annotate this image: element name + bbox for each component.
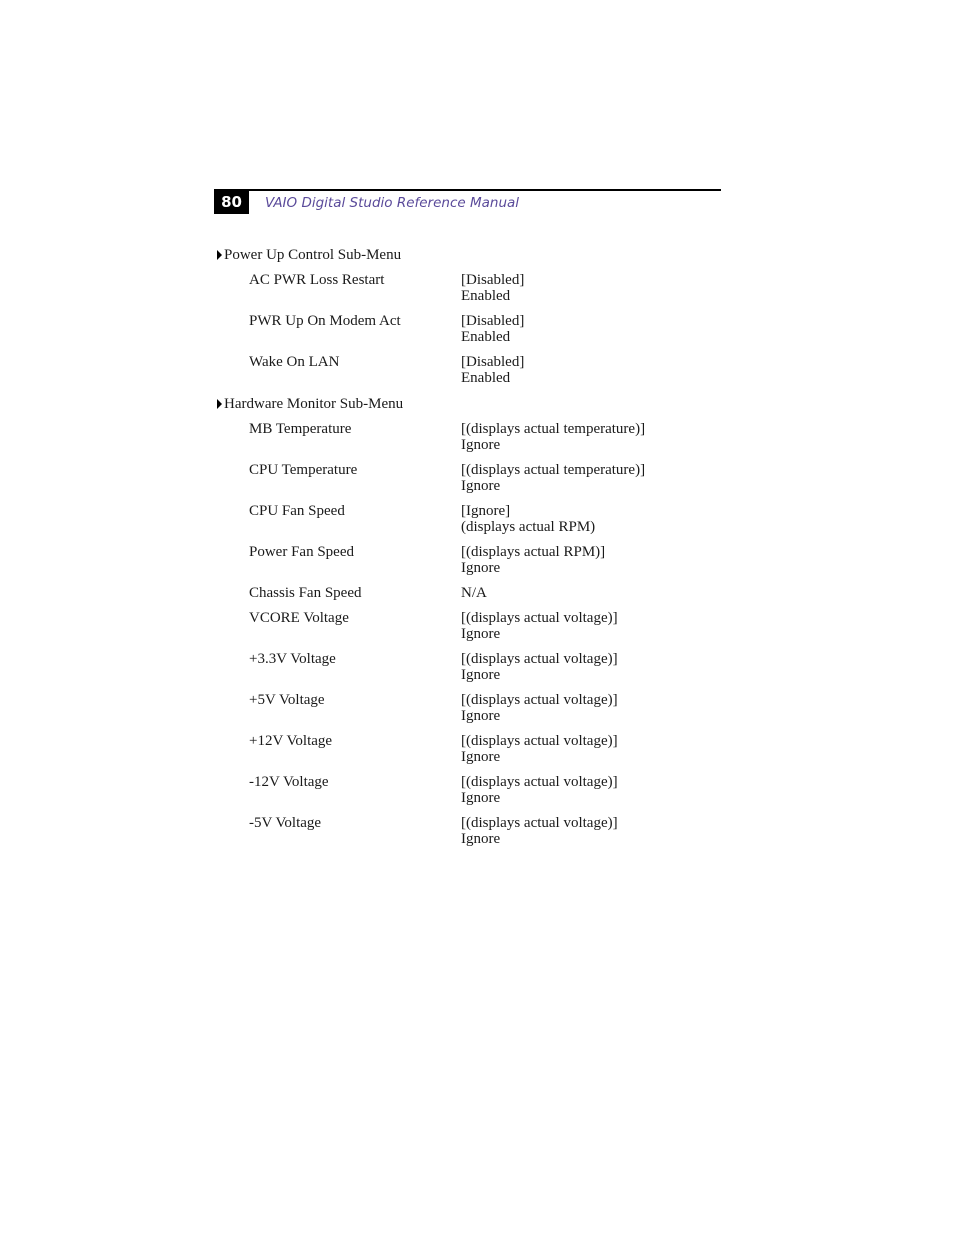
setting-value: Ignore xyxy=(461,437,501,453)
setting-row xyxy=(217,774,717,806)
section-title: Hardware Monitor Sub-Menu xyxy=(224,395,404,412)
setting-value: [(displays actual voltage)] xyxy=(461,651,618,667)
setting-values xyxy=(461,354,524,386)
setting-value: [Disabled] xyxy=(461,313,525,329)
setting-value: Ignore xyxy=(461,708,501,724)
setting-values xyxy=(461,421,645,453)
setting-label: +12V Voltage xyxy=(249,733,333,749)
setting-value: Ignore xyxy=(461,749,501,765)
setting-row xyxy=(217,733,717,765)
setting-values xyxy=(461,503,595,535)
setting-row xyxy=(217,815,717,847)
setting-value: [(displays actual voltage)] xyxy=(461,815,618,831)
setting-value: [(displays actual voltage)] xyxy=(461,733,618,749)
setting-values xyxy=(461,544,605,576)
setting-row xyxy=(217,544,717,576)
setting-values xyxy=(461,272,524,304)
setting-value: [Disabled] xyxy=(461,272,525,288)
setting-row xyxy=(217,354,717,386)
setting-label: MB Temperature xyxy=(249,421,352,437)
section-heading-power-up-control xyxy=(217,246,717,263)
setting-value: Ignore xyxy=(461,626,501,642)
setting-label: CPU Temperature xyxy=(249,462,358,478)
setting-values xyxy=(461,815,618,847)
setting-row xyxy=(217,651,717,683)
setting-value: Enabled xyxy=(461,370,511,386)
setting-values xyxy=(461,313,524,345)
header-rule xyxy=(214,189,721,191)
setting-value: [(displays actual temperature)] xyxy=(461,462,646,478)
setting-row xyxy=(217,272,717,304)
setting-row xyxy=(217,610,717,642)
setting-value: [(displays actual voltage)] xyxy=(461,692,618,708)
setting-value: N/A xyxy=(461,585,487,601)
setting-value: [Ignore] xyxy=(461,503,511,519)
setting-value: [Disabled] xyxy=(461,354,525,370)
arrow-right-icon xyxy=(217,399,222,409)
setting-value: Ignore xyxy=(461,790,501,806)
setting-value: [(displays actual voltage)] xyxy=(461,774,618,790)
setting-row xyxy=(217,313,717,345)
setting-value: (displays actual RPM) xyxy=(461,519,596,535)
setting-label: Chassis Fan Speed xyxy=(249,585,362,601)
setting-label: VCORE Voltage xyxy=(249,610,349,626)
setting-value: Ignore xyxy=(461,667,501,683)
setting-values xyxy=(461,585,487,601)
setting-value: [(displays actual voltage)] xyxy=(461,610,618,626)
setting-label: Power Fan Speed xyxy=(249,544,354,560)
setting-label: -12V Voltage xyxy=(249,774,329,790)
setting-label: PWR Up On Modem Act xyxy=(249,313,401,329)
setting-label: AC PWR Loss Restart xyxy=(249,272,385,288)
setting-value: Ignore xyxy=(461,478,501,494)
setting-values xyxy=(461,462,645,494)
setting-values xyxy=(461,610,618,642)
setting-value: Ignore xyxy=(461,831,501,847)
setting-value: [(displays actual RPM)] xyxy=(461,544,606,560)
settings-list xyxy=(217,246,717,856)
setting-values xyxy=(461,774,618,806)
page-number: 80 xyxy=(214,191,249,214)
setting-value: Enabled xyxy=(461,288,511,304)
setting-value: Enabled xyxy=(461,329,511,345)
setting-values xyxy=(461,692,618,724)
setting-label: +3.3V Voltage xyxy=(249,651,336,667)
setting-label: CPU Fan Speed xyxy=(249,503,345,519)
setting-row xyxy=(217,692,717,724)
setting-values xyxy=(461,733,618,765)
setting-values xyxy=(461,651,618,683)
setting-row xyxy=(217,462,717,494)
section-title: Power Up Control Sub-Menu xyxy=(224,246,402,263)
running-title: VAIO Digital Studio Reference Manual xyxy=(265,195,520,211)
setting-value: Ignore xyxy=(461,560,501,576)
setting-label: +5V Voltage xyxy=(249,692,325,708)
setting-row xyxy=(217,585,717,601)
section-heading-hardware-monitor xyxy=(217,395,717,412)
setting-label: -5V Voltage xyxy=(249,815,322,831)
setting-label: Wake On LAN xyxy=(249,354,340,370)
arrow-right-icon xyxy=(217,250,222,260)
setting-value: [(displays actual temperature)] xyxy=(461,421,646,437)
setting-row xyxy=(217,421,717,453)
setting-row xyxy=(217,503,717,535)
